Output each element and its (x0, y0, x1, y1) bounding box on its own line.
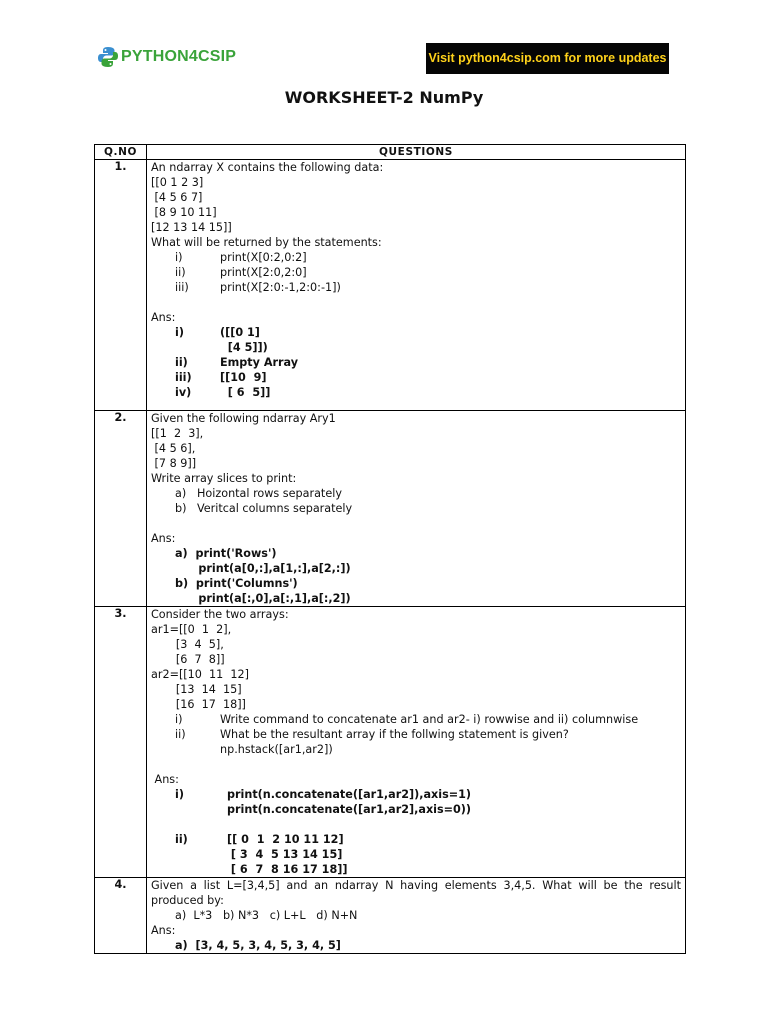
question-line: What will be returned by the statements: (151, 236, 382, 249)
table-header-row (95, 145, 686, 160)
answer-line: [ 3 4 5 13 14 15] (227, 848, 343, 861)
answer-line: ii) Empty Array (175, 356, 299, 369)
question-line: [12 13 14 15]] (151, 221, 232, 234)
question-line: [8 9 10 11] (151, 206, 217, 219)
logo-text-4csip: 4CSIP (188, 48, 237, 65)
answer-line: iv) [ 6 5]] (175, 386, 271, 399)
question-line: [4 5 6 7] (151, 191, 203, 204)
answer-line: i) ([[0 1] (175, 326, 260, 339)
question-body (147, 411, 686, 607)
sub-question: ii) print(X[2:0,2:0] (175, 266, 307, 279)
question-number: 4. (95, 878, 147, 954)
worksheet-table (94, 144, 686, 954)
answer-line: print(n.concatenate([ar1,ar2],axis=0)) (227, 803, 472, 816)
answer-label: Ans: (151, 773, 179, 786)
answer-line: a) print('Rows') (175, 547, 277, 560)
question-body (147, 878, 686, 954)
sub-question: ii) What be the resultant array if the follwing statement is given? (175, 728, 569, 741)
answer-line: a) [3, 4, 5, 3, 4, 5, 3, 4, 5] (175, 939, 341, 952)
question-row-2 (95, 411, 686, 607)
sub-question: b) Veritcal columns separately (175, 502, 353, 515)
logo (97, 45, 236, 69)
question-line: An ndarray X contains the following data: (151, 161, 384, 174)
question-number: 3. (95, 607, 147, 878)
question-line: Given the following ndarray Ary1 (151, 412, 336, 425)
answer-options: a) L*3 b) N*3 c) L+L d) N+N (175, 909, 358, 922)
question-line: [6 7 8]] (151, 653, 225, 666)
sub-question: np.hstack([ar1,ar2]) (220, 743, 333, 756)
sub-question: i) Write command to concatenate ar1 and ar2- i) rowwise and ii) columnwise (175, 713, 639, 726)
page-title: WORKSHEET-2 NumPy (284, 88, 484, 107)
question-line: [[1 2 3], (151, 427, 204, 440)
question-line: [7 8 9]] (151, 457, 197, 470)
answer-label: Ans: (151, 924, 176, 937)
question-line: ar2=[[10 11 12] (151, 668, 249, 681)
question-body (147, 607, 686, 878)
answer-line: ii) [[ 0 1 2 10 11 12] (175, 833, 344, 846)
question-text: Given a list L=[3,4,5] and an ndarray N having elements 3,4,5. What will be the result produced by: (151, 879, 681, 907)
sub-question: i) print(X[0:2,0:2] (175, 251, 307, 264)
question-body (147, 160, 686, 411)
question-line: Write array slices to print: (151, 472, 297, 485)
column-header-questions: QUESTIONS (147, 145, 686, 160)
question-line: [16 17 18]] (151, 698, 246, 711)
question-line: [13 14 15] (151, 683, 242, 696)
question-line: ar1=[[0 1 2], (151, 623, 232, 636)
answer-label: Ans: (151, 532, 176, 545)
answer-line: b) print('Columns') (175, 577, 298, 590)
question-line: [[0 1 2 3] (151, 176, 204, 189)
question-row-1 (95, 160, 686, 411)
promo-banner[interactable]: Visit python4csip.com for more updates (426, 43, 669, 74)
answer-line: print(a[:,0],a[:,1],a[:,2]) (175, 592, 351, 605)
answer-line: [4 5]]) (220, 341, 268, 354)
question-row-3 (95, 607, 686, 878)
question-line: [3 4 5], (151, 638, 224, 651)
question-line: Consider the two arrays: (151, 608, 289, 621)
answer-line: print(a[0,:],a[1,:],a[2,:]) (175, 562, 351, 575)
sub-question: iii) print(X[2:0:-1,2:0:-1]) (175, 281, 341, 294)
column-header-qno: Q.NO (95, 145, 147, 160)
answer-line: iii) [[10 9] (175, 371, 267, 384)
sub-question: a) Hoizontal rows separately (175, 487, 342, 500)
answer-label: Ans: (151, 311, 176, 324)
question-number: 1. (95, 160, 147, 411)
answer-line: [ 6 7 8 16 17 18]] (227, 863, 348, 876)
question-row-4 (95, 878, 686, 954)
python-logo-icon (97, 46, 119, 68)
question-number: 2. (95, 411, 147, 607)
logo-text-python: PYTHON (121, 48, 189, 65)
answer-line: i) print(n.concatenate([ar1,ar2]),axis=1) (175, 788, 472, 801)
question-line: [4 5 6], (151, 442, 196, 455)
